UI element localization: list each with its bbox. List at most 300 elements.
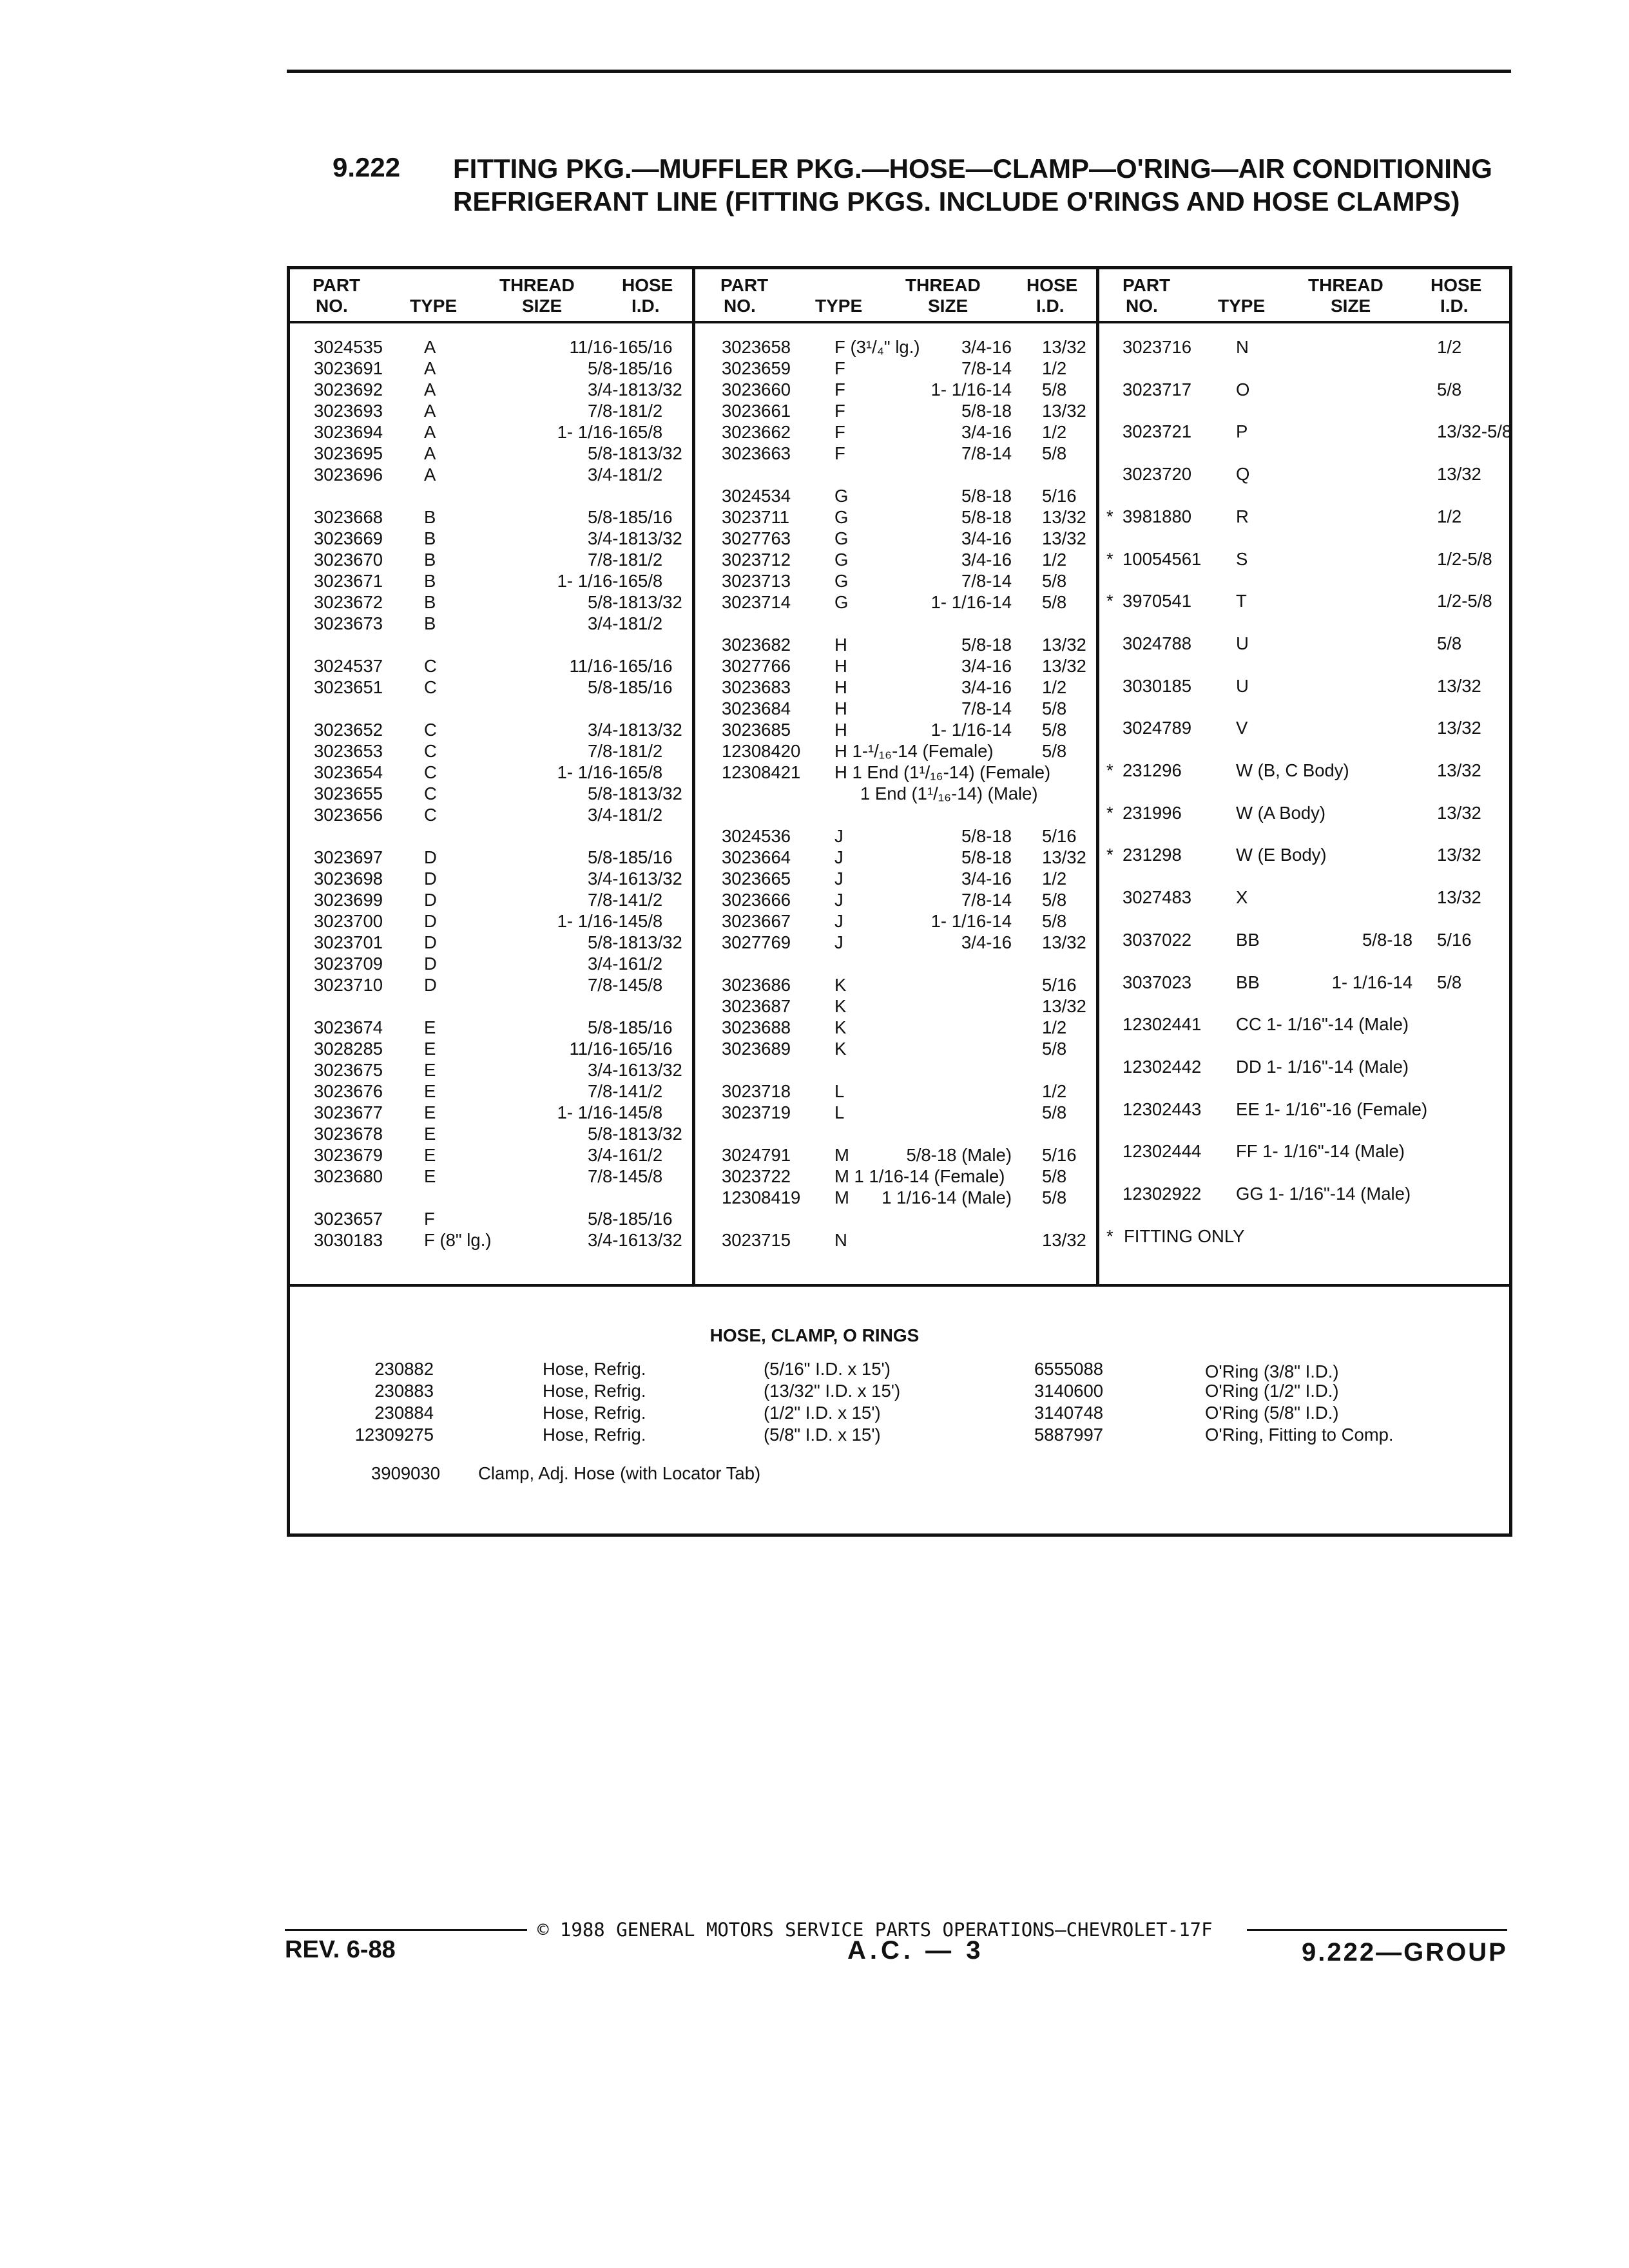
type-cell: C (424, 762, 437, 782)
thread-size: 5/8-18 (961, 401, 1012, 421)
hose-id: 1/2 (638, 1145, 663, 1165)
type-cell: F (3¹/₄" lg.) (834, 337, 920, 357)
thread-size: 5/8-18 (961, 847, 1012, 867)
part-number: 3023666 (722, 890, 791, 910)
hose-id: 1/2 (638, 741, 663, 761)
table-row (0, 655, 1629, 677)
hose-id: 13/32 (638, 528, 682, 548)
thread-size: 5/8-18 (588, 847, 638, 867)
part-number: 3023701 (314, 932, 383, 952)
type-cell: O (1236, 380, 1250, 399)
part-number: 3023700 (314, 911, 383, 931)
hose-id: 1/2 (1437, 506, 1462, 526)
hose-id: 13/32 (638, 380, 682, 399)
hose-id: 13/32 (1437, 887, 1481, 907)
header-no-1: NO. (316, 296, 348, 316)
type-cell: B (424, 571, 436, 591)
header-no-3: NO. (1126, 296, 1158, 316)
hose-id: 5/8 (1042, 592, 1067, 612)
header-id-2: I.D. (1036, 296, 1065, 316)
part-number: 3023693 (314, 401, 383, 421)
type-cell: H 1-¹/₁₆-14 (Female) (834, 741, 994, 761)
hose-id: 5/8 (1042, 1102, 1067, 1122)
type-cell: M (834, 1187, 849, 1207)
hose-id: 13/32 (1042, 996, 1086, 1016)
type-cell: G (834, 592, 849, 612)
type-cell: C (424, 783, 437, 803)
type-cell: U (1236, 633, 1249, 653)
table-row (0, 421, 1629, 442)
type-cell: J (834, 911, 843, 931)
thread-size: 5/8-18 (588, 932, 638, 952)
table-row (0, 760, 1629, 781)
table-row (0, 802, 1629, 823)
part-number: 12302443 (1123, 1099, 1202, 1119)
hose-id: 1/2 (638, 1081, 663, 1101)
header-thread-3: THREAD (1308, 275, 1383, 295)
type-cell: D (424, 869, 437, 889)
hose-id: 13/32 (638, 592, 682, 612)
type-cell: G (834, 528, 849, 548)
part-number: 3027766 (722, 656, 791, 676)
hose-id: 13/32 (1042, 932, 1086, 952)
part-number: 12308421 (722, 762, 801, 782)
type-cell: E (424, 1081, 436, 1101)
hose-id: 13/32 (1437, 760, 1481, 780)
type-cell: W (B, C Body) (1236, 760, 1349, 780)
type-cell: H (834, 720, 847, 740)
type-cell: G (834, 550, 849, 570)
type-cell: F (8" lg.) (424, 1230, 492, 1250)
hose-id: 13/32 (1437, 845, 1481, 865)
thread-size: 7/8-14 (961, 571, 1012, 591)
type-cell: N (834, 1230, 847, 1250)
type-cell: T (1236, 591, 1247, 611)
hose-id: 13/32 (1437, 464, 1481, 484)
oring-description: O'Ring (5/8" I.D.) (1205, 1403, 1339, 1423)
hose-id: 13/32 (638, 783, 682, 803)
part-number: 3023670 (314, 550, 383, 570)
part-number: 3023665 (722, 869, 791, 889)
type-cell: F (424, 1209, 435, 1229)
hose-id: 13/32 (638, 720, 682, 740)
hose-id: 5/8 (1437, 972, 1462, 992)
type-cell: J (834, 826, 843, 846)
type-cell: K (834, 996, 847, 1016)
type-cell: B (424, 592, 436, 612)
hose-id: 13/32 (1042, 1230, 1086, 1250)
type-cell: G (834, 507, 849, 527)
thread-size: 7/8-18 (588, 550, 638, 570)
type-cell: C (424, 656, 437, 676)
table-row (0, 633, 1629, 654)
part-number: 3023676 (314, 1081, 383, 1101)
header-no-2: NO. (724, 296, 756, 316)
hose-id: 5/16 (1042, 826, 1077, 846)
thread-size: 3/4-16 (961, 677, 1012, 697)
part-number: 3023674 (314, 1017, 383, 1037)
part-number: FITTING ONLY (1124, 1226, 1245, 1246)
type-cell: B (424, 507, 436, 527)
part-number: 3023652 (314, 720, 383, 740)
thread-size: 7/8-18 (588, 401, 638, 421)
type-cell: X (1236, 887, 1248, 907)
part-number: 3023688 (722, 1017, 791, 1037)
part-number: 3023692 (314, 380, 383, 399)
thread-size: 3/4-16 (961, 550, 1012, 570)
type-cell: C (424, 677, 437, 697)
hose-id: 5/16 (1437, 930, 1472, 950)
header-id-3: I.D. (1440, 296, 1469, 316)
part-number: 3023694 (314, 422, 383, 442)
table-row (0, 613, 1629, 634)
part-number: 3024791 (722, 1145, 791, 1165)
part-number: 3023671 (314, 571, 383, 591)
thread-size: 7/8-14 (588, 890, 638, 910)
hose-id: 5/8 (638, 762, 663, 782)
part-number: 3023680 (314, 1166, 383, 1186)
part-number: 3024535 (314, 337, 383, 357)
hose-id: 5/8 (1042, 1039, 1067, 1059)
header-part-1: PART (313, 275, 361, 295)
hose-id: 5/8 (1042, 720, 1067, 740)
hose-id: 1/2 (1042, 677, 1067, 697)
hose-spec: (5/8" I.D. x 15') (764, 1425, 881, 1445)
hose-id: 5/16 (638, 507, 673, 527)
hose-id: 13/32 (1042, 337, 1086, 357)
part-number: 231298 (1123, 845, 1182, 865)
type-cell: BB (1236, 972, 1260, 992)
hose-id: 5/16 (1042, 1145, 1077, 1165)
hose-id: 5/8 (1042, 698, 1067, 718)
thread-size: 5/8-18 (588, 677, 638, 697)
footnote-star: * (1106, 760, 1113, 780)
thread-size: 1- 1/16-16 (557, 422, 638, 442)
thread-size: 3/4-18 (588, 805, 638, 825)
part-number: 3024536 (722, 826, 791, 846)
part-number: 3024537 (314, 656, 383, 676)
hose-id: 13/32 (1042, 401, 1086, 421)
type-cell: FF 1- 1/16"-14 (Male) (1236, 1141, 1405, 1161)
type-cell: L (834, 1081, 845, 1101)
part-number: 3023683 (722, 677, 791, 697)
type-cell: H (834, 635, 847, 655)
type-cell: D (424, 890, 437, 910)
table-row (0, 358, 1629, 379)
part-number: 3023717 (1123, 380, 1192, 399)
type-cell: S (1236, 549, 1248, 569)
hose-id: 5/16 (638, 677, 673, 697)
table-row (0, 463, 1629, 485)
footnote-star: * (1106, 1226, 1113, 1246)
part-number: 3027763 (722, 528, 791, 548)
type-cell: A (424, 337, 436, 357)
thread-size: 3/4-16 (961, 656, 1012, 676)
part-number: 3028285 (314, 1039, 383, 1059)
header-size-1: SIZE (522, 296, 563, 316)
part-number: 3023673 (314, 613, 383, 633)
type-cell: W (A Body) (1236, 803, 1326, 823)
hose-section-title: HOSE, CLAMP, O RINGS (709, 1325, 920, 1345)
thread-size: 5/8-18 (961, 507, 1012, 527)
hose-id: 5/8 (1042, 1166, 1067, 1186)
footnote-star: * (1106, 506, 1113, 526)
hose-id: 1/2 (1437, 337, 1462, 357)
part-number: 3981880 (1123, 506, 1192, 526)
part-number: 3023718 (722, 1081, 791, 1101)
part-number: 3024789 (1123, 718, 1192, 738)
type-cell: DD 1- 1/16"-14 (Male) (1236, 1057, 1409, 1077)
footnote-star: * (1106, 803, 1113, 823)
part-number: 3023689 (722, 1039, 791, 1059)
hose-spec: (13/32" I.D. x 15') (764, 1381, 901, 1401)
thread-size: 5/8-18 (588, 592, 638, 612)
type-cell: A (424, 443, 436, 463)
thread-size: 3/4-16 (961, 528, 1012, 548)
oring-description: O'Ring (3/8" I.D.) (1205, 1361, 1339, 1381)
hose-id: 13/32 (1437, 676, 1481, 696)
oring-part-number: 6555088 (1034, 1359, 1104, 1379)
header-hose-1: HOSE (622, 275, 673, 295)
part-number: 12302441 (1123, 1014, 1202, 1034)
hose-id: 5/16 (1042, 486, 1077, 506)
table-row (0, 528, 1629, 549)
hose-id: 1/2 (1042, 358, 1067, 378)
hose-id: 13/32 (638, 932, 682, 952)
part-number: 3023714 (722, 592, 791, 612)
type-cell: C (424, 805, 437, 825)
thread-size: 7/8-18 (588, 741, 638, 761)
type-cell: U (1236, 676, 1249, 696)
part-number: 3023656 (314, 805, 383, 825)
header-id-1: I.D. (631, 296, 660, 316)
type-cell: V (1236, 718, 1248, 738)
part-number: 3023668 (314, 507, 383, 527)
thread-size: 3/4-16 (588, 1145, 638, 1165)
header-type-3: TYPE (1218, 296, 1266, 316)
type-cell: E (424, 1017, 436, 1037)
oring-description: O'Ring, Fitting to Comp. (1205, 1425, 1394, 1445)
part-number: 3023654 (314, 762, 383, 782)
hose-id: 5/16 (638, 847, 673, 867)
table-row (0, 1183, 1629, 1204)
part-number: 3023685 (722, 720, 791, 740)
type-cell: J (834, 869, 843, 889)
thread-size: 5/8-18 (961, 826, 1012, 846)
part-number: 3023679 (314, 1145, 383, 1165)
footer-revision: REV. 6-88 (285, 1936, 396, 1963)
thread-size: 5/8-18 (588, 783, 638, 803)
type-cell: D (424, 911, 437, 931)
type-cell: 1 End (1¹/₁₆-14) (Male) (860, 783, 1038, 803)
type-cell: R (1236, 506, 1249, 526)
part-number: 3024788 (1123, 633, 1192, 653)
footer-rule-right (1247, 1929, 1507, 1931)
hose-id: 5/16 (638, 1017, 673, 1037)
part-number: 3023657 (314, 1209, 383, 1229)
hose-part-number: 230884 (374, 1403, 434, 1423)
thread-size: 1- 1/16-14 (930, 380, 1012, 399)
part-number: 3024534 (722, 486, 791, 506)
table-row (0, 887, 1629, 908)
hose-id: 5/16 (1042, 975, 1077, 995)
hose-part-number: 12309275 (354, 1425, 434, 1445)
thread-size: 5/8-18 (588, 1017, 638, 1037)
thread-size: 7/8-14 (588, 1166, 638, 1186)
part-number: 3023655 (314, 783, 383, 803)
hose-id: 13/32 (1437, 803, 1481, 823)
part-number: 3023716 (1123, 337, 1192, 357)
hose-section-divider (287, 1284, 1512, 1287)
hose-id: 1/2 (638, 550, 663, 570)
hose-id: 1/2 (1042, 1081, 1067, 1101)
part-number: 3023699 (314, 890, 383, 910)
hose-id: 1/2 (1042, 422, 1067, 442)
part-number: 3027483 (1123, 887, 1192, 907)
hose-id: 5/16 (638, 656, 673, 676)
hose-id: 5/8 (638, 1102, 663, 1122)
footer-copyright: © 1988 GENERAL MOTORS SERVICE PARTS OPERATIONS—CHEVROLET-17F (537, 1919, 1213, 1941)
type-cell: H (834, 698, 847, 718)
thread-size: 1- 1/16-16 (557, 571, 638, 591)
header-part-2: PART (720, 275, 769, 295)
type-cell: E (424, 1102, 436, 1122)
part-number: 3030183 (314, 1230, 383, 1250)
hose-id: 1/2 (638, 465, 663, 485)
hose-spec: (1/2" I.D. x 15') (764, 1403, 881, 1423)
hose-id: 13/32 (638, 1124, 682, 1144)
type-cell: J (834, 890, 843, 910)
table-row (0, 1140, 1629, 1162)
hose-id: 13/32 (638, 1230, 682, 1250)
thread-size: 1- 1/16-14 (1331, 972, 1412, 992)
thread-size: 3/4-18 (588, 720, 638, 740)
footnote-star: * (1106, 591, 1113, 611)
table-row (0, 698, 1629, 719)
hose-id: 1/2-5/8 (1437, 591, 1492, 611)
part-number: 3023715 (722, 1230, 791, 1250)
hose-description: Hose, Refrig. (543, 1425, 646, 1445)
type-cell: D (424, 975, 437, 995)
hose-id: 5/16 (638, 1039, 673, 1059)
type-cell: A (424, 380, 436, 399)
hose-id: 5/8 (1042, 443, 1067, 463)
section-title: FITTING PKG.—MUFFLER PKG.—HOSE—CLAMP—O'RING—AIR CONDITIONING REFRIGERANT LINE (FITTING PKGS. INCLUDE O'RINGS AND HOSE CLAMPS) (453, 153, 1492, 216)
part-number: 3030185 (1123, 676, 1192, 696)
thread-size: 7/8-14 (961, 890, 1012, 910)
type-cell: J (834, 932, 843, 952)
thread-size: 1- 1/16-14 (557, 911, 638, 931)
part-number: 3023698 (314, 869, 383, 889)
header-type-1: TYPE (410, 296, 458, 316)
part-number: 3023661 (722, 401, 791, 421)
type-cell: G (834, 486, 849, 506)
hose-id: 1/2 (638, 954, 663, 974)
part-number: 3023684 (722, 698, 791, 718)
thread-size: 5/8-18 (588, 358, 638, 378)
hose-id: 5/8 (1042, 741, 1067, 761)
type-cell: F (834, 380, 845, 399)
footer-page-number: A.C. — 3 (847, 1936, 985, 1965)
thread-size: 3/4-18 (588, 380, 638, 399)
table-row (0, 929, 1629, 950)
hose-id: 5/8 (638, 422, 663, 442)
thread-size: 1- 1/16-14 (930, 911, 1012, 931)
type-cell: A (424, 401, 436, 421)
type-cell: C (424, 741, 437, 761)
part-number: 3023697 (314, 847, 383, 867)
type-cell: BB (1236, 930, 1260, 950)
thread-size: 1- 1/16-14 (930, 720, 1012, 740)
type-cell: D (424, 932, 437, 952)
table-row (0, 336, 1629, 358)
thread-size: 3/4-16 (961, 932, 1012, 952)
thread-size: 7/8-14 (961, 443, 1012, 463)
table-row (0, 1014, 1629, 1035)
table-row (0, 570, 1629, 591)
type-cell: M 1 1/16-14 (Female) (834, 1166, 1005, 1186)
thread-size: 1- 1/16-14 (557, 1102, 638, 1122)
hose-id: 13/32 (638, 443, 682, 463)
part-number: 231996 (1123, 803, 1182, 823)
type-cell: H (834, 656, 847, 676)
type-cell: M (834, 1145, 849, 1165)
type-cell: W (E Body) (1236, 845, 1327, 865)
part-number: 231296 (1123, 760, 1182, 780)
part-number: 3023659 (722, 358, 791, 378)
hose-part-number: 230883 (374, 1381, 434, 1401)
type-cell: Q (1236, 464, 1250, 484)
hose-id: 5/16 (638, 358, 673, 378)
part-number: 3023682 (722, 635, 791, 655)
thread-size: 3/4-18 (588, 528, 638, 548)
part-number: 3023651 (314, 677, 383, 697)
part-number: 3023710 (314, 975, 383, 995)
hose-id: 5/16 (638, 337, 673, 357)
table-row (0, 972, 1629, 993)
thread-size: 5/8-18 (588, 1209, 638, 1229)
part-number: 3023660 (722, 380, 791, 399)
oring-description: O'Ring (1/2" I.D.) (1205, 1381, 1339, 1401)
hose-id: 13/32 (1042, 656, 1086, 676)
part-number: 3023691 (314, 358, 383, 378)
part-number: 3023672 (314, 592, 383, 612)
part-number: 3023709 (314, 954, 383, 974)
hose-id: 13/32 (638, 869, 682, 889)
footer-rule-left (285, 1929, 527, 1931)
type-cell: B (424, 528, 436, 548)
part-number: 3023711 (722, 507, 790, 527)
type-cell: B (424, 613, 436, 633)
thread-size: 5/8-18 (Male) (906, 1145, 1012, 1165)
type-cell: H (834, 677, 847, 697)
hose-id: 1/2 (638, 890, 663, 910)
thread-size: 3/4-16 (961, 422, 1012, 442)
part-number: 3037023 (1123, 972, 1192, 992)
hose-id: 5/8 (638, 571, 663, 591)
footnote-star: * (1106, 845, 1113, 865)
type-cell: F (834, 422, 845, 442)
table-row (0, 485, 1629, 506)
thread-size: 3/4-16 (961, 869, 1012, 889)
hose-id: 1/2 (1042, 1017, 1067, 1037)
thread-size: 1- 1/16-16 (557, 762, 638, 782)
type-cell: D (424, 847, 437, 867)
part-number: 12302444 (1123, 1141, 1202, 1161)
hose-part-number: 230882 (374, 1359, 434, 1379)
table-row (0, 675, 1629, 697)
hose-description: Hose, Refrig. (543, 1359, 646, 1379)
